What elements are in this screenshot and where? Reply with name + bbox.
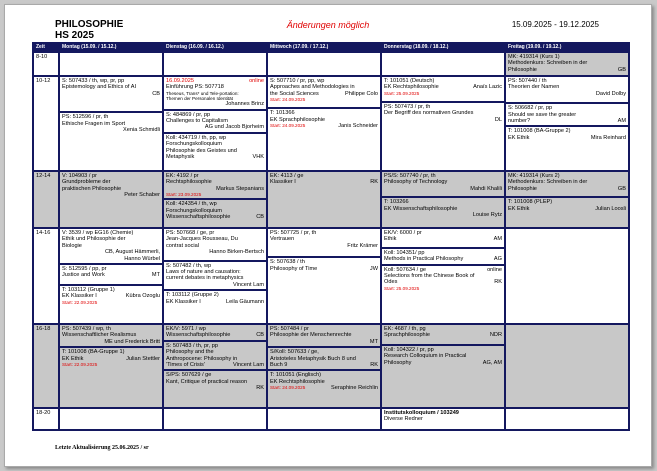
term: HS 2025 <box>55 30 94 41</box>
lecturer: Diverse Redner <box>384 416 423 423</box>
course-code: MK: 419314 (Kurs 1) <box>508 54 560 60</box>
schedule-page <box>4 4 652 467</box>
cell-empty <box>381 52 505 76</box>
course-title: Biologie <box>62 242 82 249</box>
course-code: T: 101366 <box>270 110 295 117</box>
course-code: EK: 4113 / ge <box>270 173 304 179</box>
course-code: V: 104903 / pr <box>62 173 97 179</box>
course-title: Theseus, Trans* und Tele-portation: <box>166 90 239 96</box>
time-label: 10-12 <box>33 76 59 171</box>
course-title: EK Sprachphilosophie <box>270 116 326 123</box>
course-title: the Social Sciences <box>270 90 319 97</box>
lecturer: AG <box>493 256 502 263</box>
lecturer: Vincent Lam <box>233 281 264 288</box>
course-code: PS: 507484 / pr <box>270 326 309 332</box>
lecturer: AG und Jacob Bjorheim <box>204 124 264 131</box>
course-cell <box>163 228 267 324</box>
lecturer: Peter Schaber <box>124 192 160 199</box>
course-code: S: 507638 / th <box>270 259 305 266</box>
course-cell <box>59 171 163 228</box>
course-title: Kant, Critique of practical reason <box>166 378 248 385</box>
lecturer: Philippe Colo <box>345 90 378 97</box>
course-title: Wissenschaftsphilosophie <box>166 332 231 339</box>
course-title: Wissenschaftsphilosophie <box>166 214 231 221</box>
lecturer: Julian Loosli <box>595 205 626 212</box>
cell-empty <box>59 408 163 430</box>
lecturer: MT <box>151 272 160 279</box>
course-title: Philosophie des Geistes und <box>166 147 237 154</box>
course-cell <box>505 171 629 228</box>
course-cell <box>163 76 267 171</box>
course-title: Ethik <box>384 236 397 243</box>
col-tuesday: Dienstag (16.09. / 16.12.) <box>163 43 267 52</box>
course-code: EK: 4192 / pr <box>166 173 199 179</box>
course-code: Institutskolloquium / 103249 <box>384 410 459 416</box>
col-wednesday: Mittwoch (17.09. / 17.12.) <box>267 43 381 52</box>
course-code: S: 507710 / pr, pp, wp <box>270 78 325 84</box>
lecturer: Kübra Özoglu <box>125 293 160 300</box>
lecturer: Markus Stepanians <box>216 185 264 192</box>
course-title: EK Klassiker I <box>166 298 201 305</box>
lecturer: GB <box>617 66 626 73</box>
course-code: MK: 419314 (Kurs 2) <box>508 173 560 179</box>
course-code: Koll: 104351/ pp <box>384 249 425 256</box>
course-title: Philosophie <box>508 66 537 73</box>
row-14-16 <box>33 228 629 324</box>
course-title: EK Ethik <box>508 205 530 212</box>
time-label: 14-16 <box>33 228 59 324</box>
course-code: S: 506682 / pr, pp <box>508 105 553 112</box>
course-title: Laws of nature and causation: <box>166 269 241 276</box>
cell-empty <box>505 228 629 324</box>
course-code: S: 484869 / pr, pp <box>166 111 211 118</box>
date-note: 16.09.2025 <box>166 78 194 84</box>
course-cell <box>267 228 381 324</box>
lecturer: VHK <box>252 154 264 161</box>
row-10-12 <box>33 76 629 171</box>
course-title: Philosophie der Menschenrechte <box>270 332 352 339</box>
lecturer: AG, AM <box>482 359 502 366</box>
course-code: Koll: 104322 / pr, pp <box>384 346 434 353</box>
course-title: Rechtsphilosophie <box>166 179 212 186</box>
online-note: online <box>249 78 264 84</box>
lecturer: Hanno Birken-Bertsch <box>209 249 264 256</box>
course-title: Methods in Practical Philosophy <box>384 256 464 263</box>
course-cell <box>381 408 505 430</box>
course-code: T: 103112 (Gruppe 1) <box>62 286 115 293</box>
lecturer: MT <box>369 338 378 345</box>
lecturer: Leila Gäumann <box>226 298 264 305</box>
course-title: EK Ethik <box>508 134 530 141</box>
col-time: Zeit <box>33 43 59 52</box>
course-code: V: 3539 / wp EG16 (Chemie) <box>62 230 134 236</box>
course-cell <box>267 324 381 408</box>
date-range: 15.09.2025 - 19.12.2025 <box>511 20 599 29</box>
lecturer: CB <box>256 332 264 339</box>
lecturer: Johannes Brinz <box>225 101 264 108</box>
row-8-10 <box>33 52 629 76</box>
course-title: Justice and Work <box>62 272 105 279</box>
lecturer: Anaïs Lazic <box>473 84 502 91</box>
course-code: EK: 4687 / th, pg <box>384 326 426 332</box>
course-title: Themen der Personalen Identität <box>166 96 233 102</box>
lecturer: GB <box>617 185 626 192</box>
row-16-18 <box>33 324 629 408</box>
change-notice: Änderungen möglich <box>286 20 370 30</box>
course-code: T: 103266 <box>384 199 409 206</box>
table-header <box>33 43 629 52</box>
course-title: EK Rechtsphilosophie <box>270 378 325 385</box>
lecturer: RK <box>370 362 378 369</box>
course-cell <box>59 228 163 324</box>
course-code: PS: 507725 / pr, th <box>270 230 317 236</box>
course-title: Selections from the Chinese Book of <box>384 273 475 280</box>
cell-empty <box>505 324 629 408</box>
lecturer: Mira Reinhard <box>590 134 626 141</box>
course-code: S/PS: 507629 / ge <box>166 372 212 379</box>
course-title: Philosophy and the <box>166 349 214 356</box>
lecturer: RK <box>370 179 378 186</box>
course-title: Research Colloquium in Practical <box>384 353 467 360</box>
course-cell <box>163 171 267 228</box>
lecturer: Julian Stettler <box>126 355 160 362</box>
course-title: EK Rechtsphilosophie <box>384 84 439 91</box>
course-title: Wissenschaftlicher Realismus <box>62 332 137 339</box>
cell-empty <box>163 52 267 76</box>
course-cell <box>381 171 505 228</box>
course-title: Der Begriff des normativen Grundes <box>384 110 474 117</box>
lecturer: Vincent Lam <box>233 362 264 369</box>
time-label: 12-14 <box>33 171 59 228</box>
course-title: Klassiker I <box>270 179 296 186</box>
last-updated: Letzte Aktualisierung 25.06.2025 / sr <box>55 445 149 451</box>
course-title: Ethische Fragen im Sport <box>62 120 126 127</box>
online-note: online <box>487 266 502 273</box>
course-code: T: 101051 (Englisch) <box>270 372 321 379</box>
course-code: PS: 507473 / pr, th <box>384 104 431 111</box>
course-title: Forschungskolloquium <box>166 141 222 148</box>
col-friday: Freitag (19.09. / 19.12.) <box>505 43 629 52</box>
course-cell <box>505 52 629 76</box>
course-cell <box>267 171 381 228</box>
course-title: Approaches and Methodologies in <box>270 84 355 91</box>
lecturer: NDR <box>489 332 502 339</box>
course-cell <box>381 76 505 171</box>
course-code: EK/V: 5971 / wp <box>166 326 206 332</box>
start-date: Start: 24.09.2025 <box>270 385 306 391</box>
course-title: contrat social <box>166 242 199 249</box>
course-title: Methodenkurs: Schreiben in der <box>508 60 588 67</box>
lecturer: DL <box>494 116 502 123</box>
lecturer: Janis Schneider <box>338 123 378 130</box>
course-code: Koll: 507634 / ge <box>384 266 426 273</box>
row-12-14 <box>33 171 629 228</box>
lecturer: Louise Rytz <box>472 212 502 219</box>
course-code: T: 101008 (BA-Gruppe 2) <box>508 128 571 135</box>
lecturer: David Dolby <box>595 90 626 97</box>
course-title: Ethik und Philosophie der <box>62 236 126 243</box>
course-code: Koll: 424354 / th, wp <box>166 201 217 208</box>
lecturer: CB <box>152 90 160 97</box>
lecturer: AM <box>493 236 502 243</box>
course-title: Aristoteles Metaphysik Buch 8 und <box>270 355 356 362</box>
start-date: Start: 22.09.2025 <box>62 362 98 368</box>
time-label: 16-18 <box>33 324 59 408</box>
course-title: EK Klassiker I <box>62 293 97 300</box>
cell-empty <box>267 52 381 76</box>
course-code: Einführung PS: 507718 <box>166 84 224 91</box>
course-code: PS: 507439 / wp, th <box>62 326 111 332</box>
course-title: Metaphysik <box>166 154 195 161</box>
course-code: S: 507482 / th, wp <box>166 262 212 269</box>
course-cell <box>381 228 505 324</box>
course-cell <box>59 76 163 171</box>
lecturer: CB <box>256 214 264 221</box>
course-cell <box>267 76 381 171</box>
time-label: 18-20 <box>33 408 59 430</box>
lecturer: RK <box>494 279 502 286</box>
course-code: T: 101051 (Deutsch) <box>384 78 435 84</box>
course-code: T: 103112 (Gruppe 2) <box>166 292 219 299</box>
lecturer: Xenia Schmidli <box>123 127 160 134</box>
course-code: PS: 507440 / th <box>508 78 547 84</box>
course-code: S: 507483 / th, pr, pp <box>166 342 218 349</box>
course-title: current debates in metaphysics <box>166 275 244 282</box>
lecturer: Seraphine Reichlin <box>331 385 378 392</box>
course-title: Grundprobleme der <box>62 179 111 186</box>
course-title: Epistemology and Ethics of AI <box>62 84 137 91</box>
course-title: Philosophy <box>384 359 412 366</box>
course-title: Philosophy of Technology <box>384 179 448 186</box>
start-date: Start: 24.09.2025 <box>270 97 306 103</box>
course-title: Forschungskolloquium <box>166 207 222 214</box>
col-monday: Montag (15.09. / 15.12.) <box>59 43 163 52</box>
course-code: S/Koll: 507633 / ge, <box>270 349 319 356</box>
course-code: T: 101008 (BA-Gruppe 1) <box>62 349 125 356</box>
time-label: 8-10 <box>33 52 59 76</box>
lecturer: Mahdi Khalili <box>470 185 502 192</box>
cell-empty <box>505 408 629 430</box>
course-cell <box>163 324 267 408</box>
start-date: Start: 22.09.2025 <box>62 299 98 305</box>
course-title: Anthropocene: Philosophy in <box>166 355 238 362</box>
lecturer: RK <box>256 385 264 392</box>
course-code: S: 512595 / pp, pr <box>62 266 107 273</box>
title: PHILOSOPHIE <box>55 19 124 30</box>
course-title: Odes <box>384 279 398 286</box>
cell-empty <box>59 52 163 76</box>
course-title: EK Ethik <box>62 355 84 362</box>
course-cell <box>381 324 505 408</box>
course-title: praktischen Philosophie <box>62 185 122 192</box>
start-date: Start: 25.09.2025 <box>384 285 420 291</box>
course-title: 'Times of Crisis' <box>166 362 205 369</box>
course-title: Philosophy of Time <box>270 265 318 272</box>
course-title: Challenges to Capitalism <box>166 118 228 125</box>
course-title: Vertrauen <box>270 236 295 243</box>
start-date: Start: 23.09.2025 <box>166 192 202 198</box>
course-title: Jean-Jacques Rousseau, Du <box>166 236 238 243</box>
course-code: EK/V: 6000 / pr <box>384 230 422 236</box>
course-code: T: 101008 (PLEP) <box>508 199 553 206</box>
start-date: Start: 25.09.2025 <box>384 90 420 96</box>
cell-empty <box>163 408 267 430</box>
course-title: Sprachphilosophie <box>384 332 431 339</box>
start-date: Start: 24.09.2025 <box>270 123 306 129</box>
course-title: Philosophie <box>508 185 537 192</box>
lecturer: JW <box>369 265 378 272</box>
course-title: number? <box>508 118 531 125</box>
course-cell <box>505 76 629 171</box>
course-code: PS: 512596 / pr, th <box>62 114 109 121</box>
course-cell <box>59 324 163 408</box>
timetable <box>32 42 630 431</box>
lecturer: Fritz Krämer <box>347 242 378 249</box>
col-thursday: Donnerstag (18.09. / 18.12.) <box>381 43 505 52</box>
course-title: Methodenkurs: Schreiben in der <box>508 179 588 186</box>
course-code: Koll: 434719 / th, pp, wp <box>166 134 227 141</box>
course-title: Buch 9 <box>270 362 288 369</box>
course-title: Should we save the greater <box>508 111 577 118</box>
course-title: EK Wissenschaftsphilosophie <box>384 205 458 212</box>
row-18-20 <box>33 408 629 430</box>
course-code: PS: 507668 / ge, pr <box>166 230 215 236</box>
lecturer: CB, August Hämmerli, <box>104 249 160 256</box>
cell-empty <box>267 408 381 430</box>
course-title: Theorien der Namen <box>508 84 560 91</box>
lecturer: ME und Frederick Britt <box>104 338 160 345</box>
lecturer: Hanno Würbel <box>124 255 160 262</box>
course-code: PS/S: 507740 / pr, th <box>384 173 436 179</box>
lecturer: AM <box>617 118 626 125</box>
course-code: S: 507433 / th, wp, pr, pp <box>62 78 125 84</box>
